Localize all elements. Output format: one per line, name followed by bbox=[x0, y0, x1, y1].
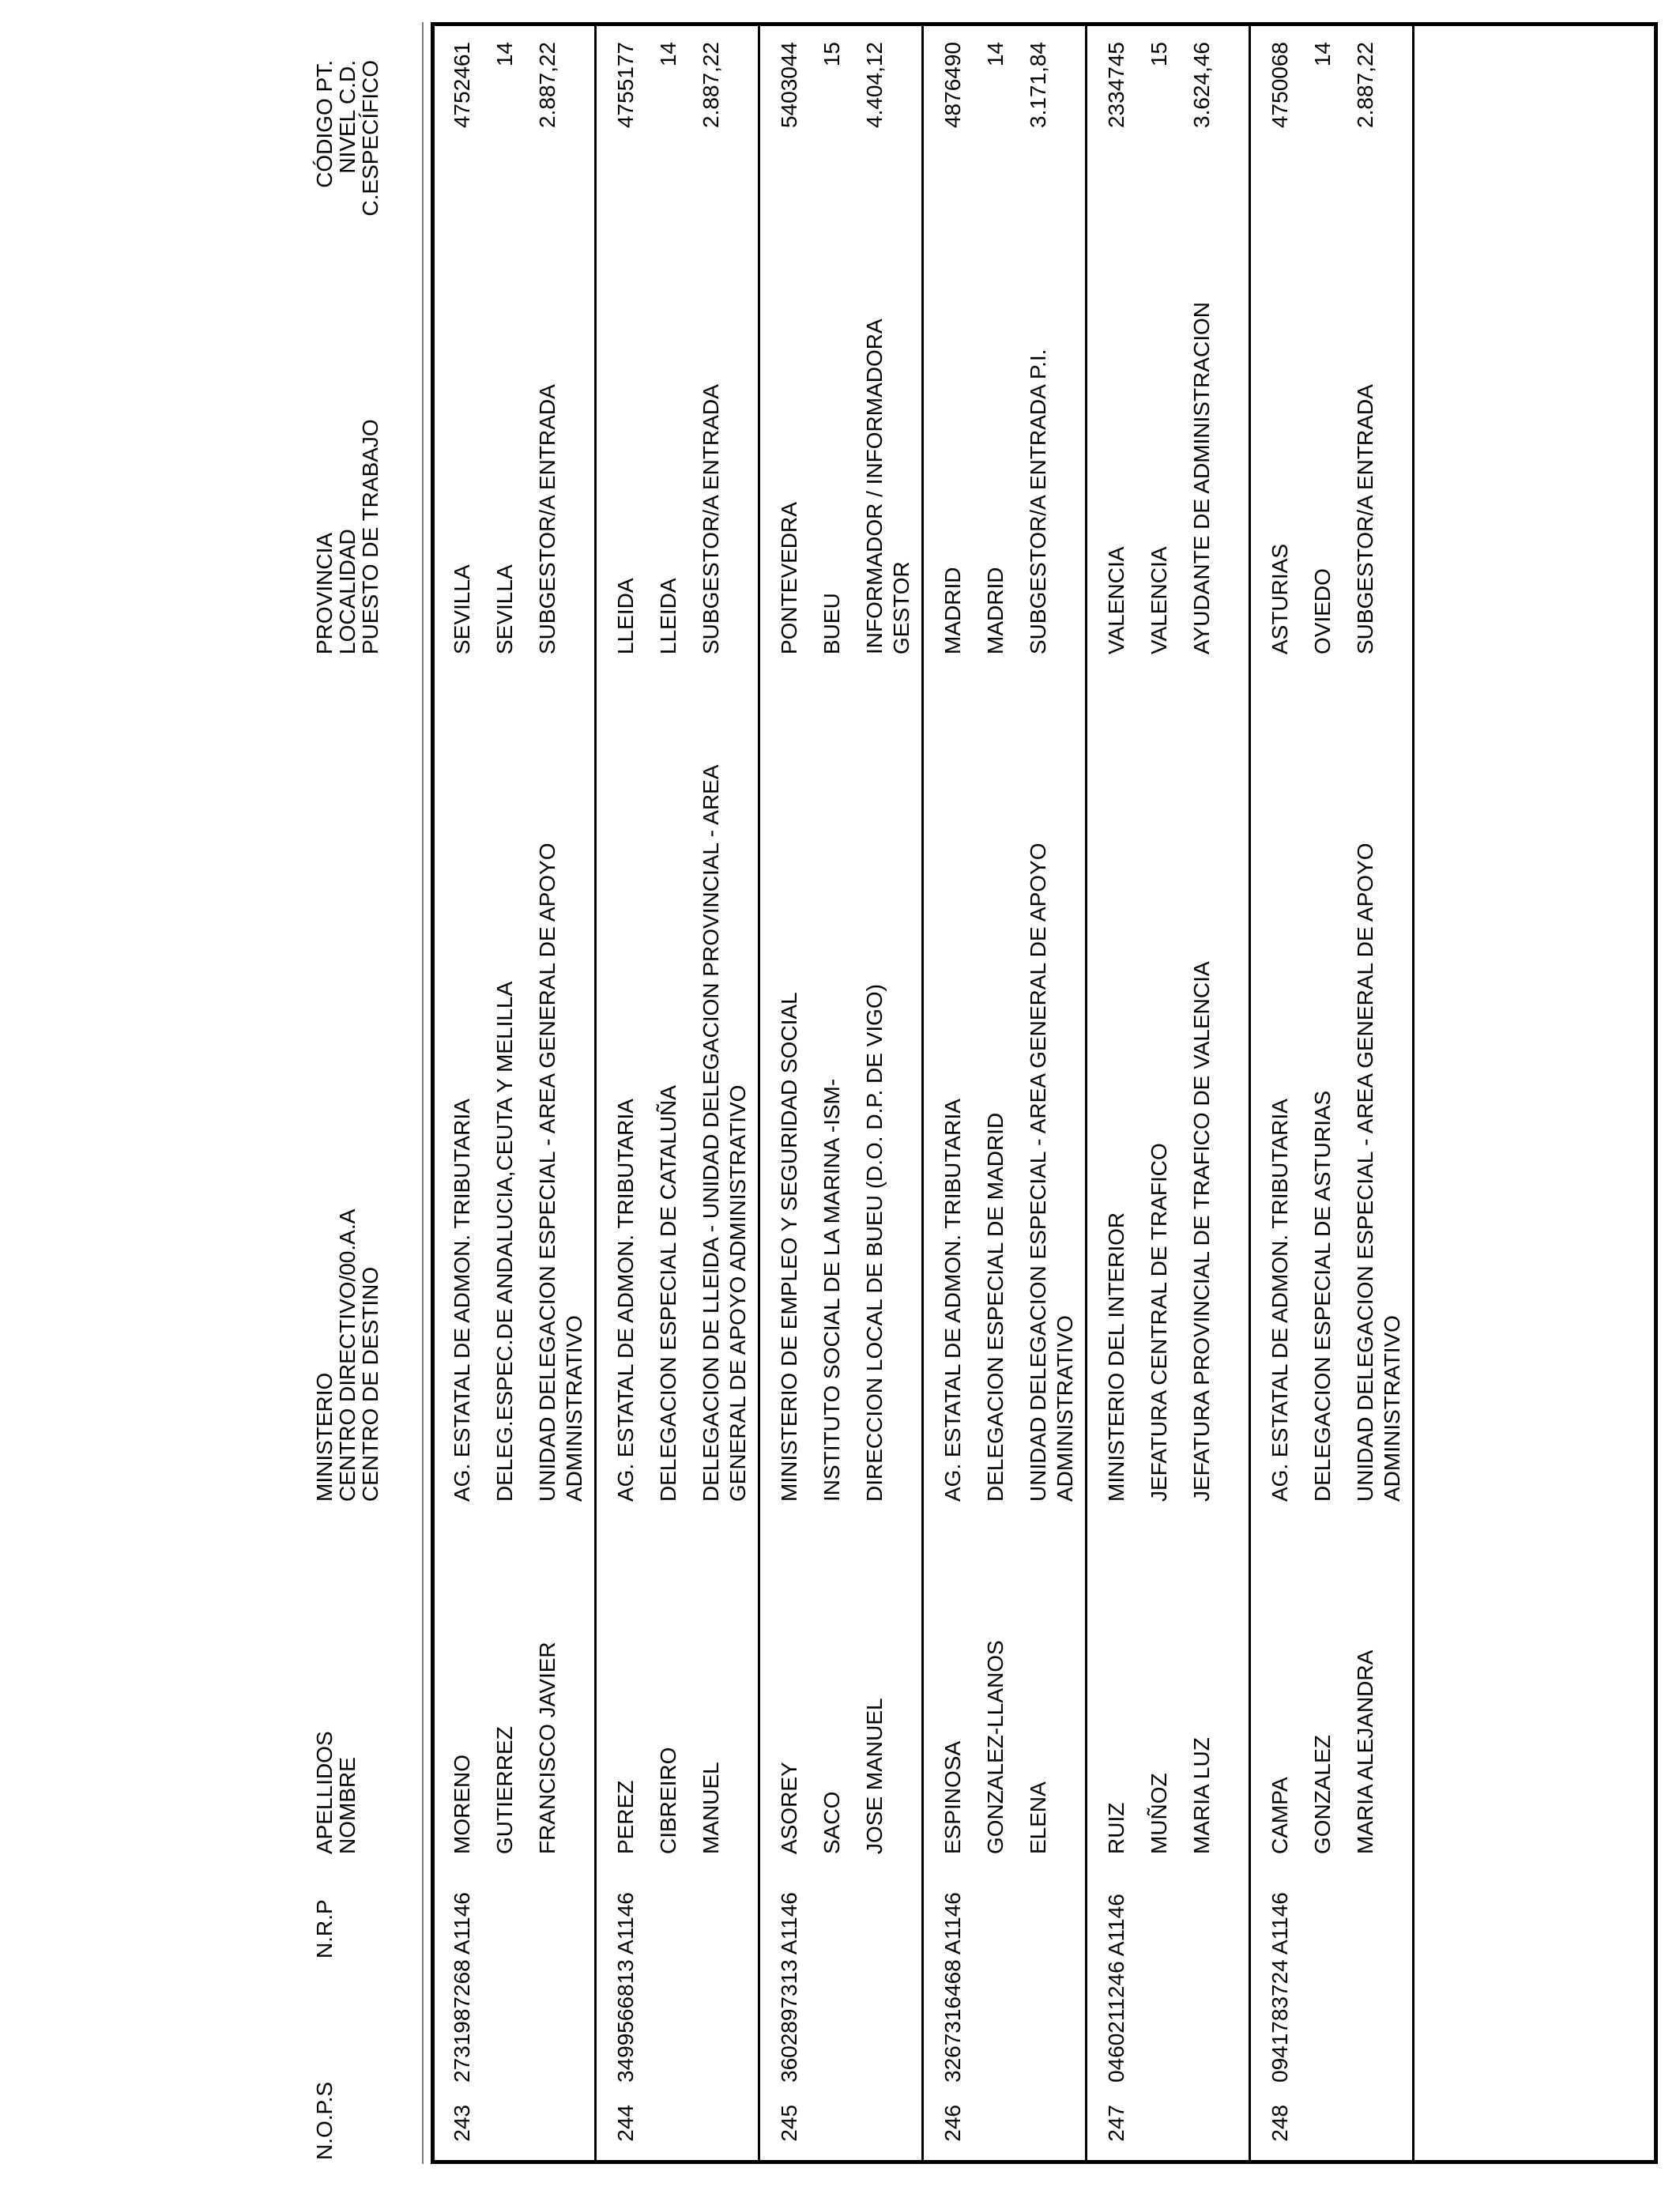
row-nrp: 0941783724 A1146 bbox=[1268, 1892, 1292, 2083]
row-apellido-line: CAMPA bbox=[1268, 1777, 1292, 1854]
table-row bbox=[431, 0, 594, 2194]
table-row bbox=[921, 0, 1085, 2194]
table-row bbox=[1085, 0, 1249, 2194]
row-provincia-line: GESTOR bbox=[889, 561, 913, 654]
row-apellido-line: MUÑOZ bbox=[1147, 1773, 1171, 1854]
row-nops: 247 bbox=[1104, 2105, 1128, 2142]
row-codigo-line: 15 bbox=[819, 42, 844, 67]
row-provincia-line: SEVILLA bbox=[450, 564, 474, 654]
row-codigo-line: 14 bbox=[983, 42, 1008, 67]
row-separator-line bbox=[1412, 22, 1414, 2164]
row-provincia-line: PONTEVEDRA bbox=[777, 502, 801, 654]
row-provincia-line: VALENCIA bbox=[1147, 546, 1171, 654]
row-apellido-line: FRANCISCO JAVIER bbox=[535, 1642, 559, 1854]
row-codigo-line: 4752461 bbox=[450, 42, 474, 129]
header-apellidos-line: NOMBRE bbox=[335, 1757, 360, 1854]
row-provincia-line: MADRID bbox=[940, 567, 965, 654]
row-codigo-line: 4.404,12 bbox=[862, 42, 887, 128]
row-apellido-line: GONZALEZ bbox=[1310, 1735, 1335, 1854]
row-ministerio-line: DELEGACION ESPECIAL DE CATALUÑA bbox=[656, 1085, 680, 1502]
row-codigo-line: 4750068 bbox=[1268, 42, 1292, 129]
row-provincia-line: SUBGESTOR/A ENTRADA bbox=[1353, 384, 1377, 654]
row-nrp: 0460211246 A1146 bbox=[1104, 1894, 1128, 2083]
row-codigo-line: 3.624,46 bbox=[1189, 42, 1214, 128]
row-ministerio-line: UNIDAD DELEGACION ESPECIAL - AREA GENERAL DE APOYO bbox=[1353, 843, 1377, 1502]
row-apellido-line: SACO bbox=[819, 1791, 844, 1854]
row-provincia-line: VALENCIA bbox=[1104, 546, 1128, 654]
row-codigo-line: 15 bbox=[1147, 42, 1171, 67]
row-ministerio-line: AG. ESTATAL DE ADMON. TRIBUTARIA bbox=[1268, 1099, 1292, 1502]
row-ministerio-line: DIRECCION LOCAL DE BUEU (D.O. D.P. DE VIGO) bbox=[862, 983, 887, 1502]
row-apellido-line: ESPINOSA bbox=[940, 1740, 965, 1854]
row-ministerio-line: DELEG.ESPEC.DE ANDALUCIA,CEUTA Y MELILLA bbox=[492, 981, 517, 1502]
header-ministerio-line: MINISTERIO bbox=[312, 1372, 337, 1502]
row-provincia-line: MADRID bbox=[983, 567, 1008, 654]
row-ministerio-line: JEFATURA PROVINCIAL DE TRAFICO DE VALENCIA bbox=[1189, 961, 1214, 1502]
header-apellidos-line: APELLIDOS bbox=[312, 1731, 337, 1854]
row-ministerio-line: GENERAL DE APOYO ADMINISTRATIVO bbox=[725, 1084, 750, 1502]
row-provincia-line: SUBGESTOR/A ENTRADA bbox=[535, 384, 559, 654]
row-ministerio-line: UNIDAD DELEGACION ESPECIAL - AREA GENERAL DE APOYO bbox=[1026, 843, 1050, 1502]
row-nops: 244 bbox=[613, 2105, 638, 2142]
row-provincia-line: LLEIDA bbox=[613, 578, 638, 654]
header-codigo-line: NIVEL C.D. bbox=[335, 60, 360, 174]
row-nops: 245 bbox=[777, 2105, 801, 2142]
header-provincia-line: PROVINCIA bbox=[312, 532, 337, 654]
row-nrp: 2731987268 A1146 bbox=[450, 1892, 474, 2083]
row-ministerio-line: DELEGACION DE LLEIDA - UNIDAD DELEGACION PROVINCIAL - AREA bbox=[699, 764, 723, 1502]
row-apellido-line: ELENA bbox=[1026, 1781, 1050, 1854]
row-nops: 246 bbox=[940, 2105, 965, 2142]
table-row bbox=[1249, 0, 1412, 2194]
row-provincia-line: BUEU bbox=[819, 593, 844, 654]
row-codigo-line: 2.887,22 bbox=[699, 42, 723, 128]
row-codigo-line: 4876490 bbox=[940, 42, 965, 129]
row-apellido-line: GONZALEZ-LLANOS bbox=[983, 1640, 1008, 1854]
row-ministerio-line: UNIDAD DELEGACION ESPECIAL - AREA GENERAL DE APOYO bbox=[535, 843, 559, 1502]
row-codigo-line: 5403044 bbox=[777, 42, 801, 129]
header-provincia-line: LOCALIDAD bbox=[335, 529, 360, 654]
row-ministerio-line: JEFATURA CENTRAL DE TRAFICO bbox=[1147, 1143, 1171, 1502]
header-ministerio-line: CENTRO DIRECTIVO/00.A.A bbox=[335, 1208, 360, 1502]
row-provincia-line: SUBGESTOR/A ENTRADA P.I. bbox=[1026, 349, 1050, 654]
row-provincia-line: AYUDANTE DE ADMINISTRACION bbox=[1189, 302, 1214, 654]
header-codigo-line: CÓDIGO PT. bbox=[312, 60, 337, 188]
row-codigo-line: 2.887,22 bbox=[535, 42, 559, 128]
row-apellido-line: ASOREY bbox=[777, 1762, 801, 1854]
row-provincia-line: ASTURIAS bbox=[1268, 543, 1292, 654]
table-row bbox=[594, 0, 758, 2194]
header-nrp: N.R.P bbox=[312, 1899, 337, 1958]
row-codigo-line: 14 bbox=[1310, 42, 1335, 67]
row-ministerio-line: DELEGACION ESPECIAL DE ASTURIAS bbox=[1310, 1090, 1335, 1502]
row-apellido-line: MARIA ALEJANDRA bbox=[1353, 1649, 1377, 1854]
row-ministerio-line: ADMINISTRATIVO bbox=[562, 1315, 586, 1502]
row-ministerio-line: AG. ESTATAL DE ADMON. TRIBUTARIA bbox=[450, 1099, 474, 1502]
row-apellido-line: MARIA LUZ bbox=[1189, 1737, 1214, 1854]
row-ministerio-line: MINISTERIO DE EMPLEO Y SEGURIDAD SOCIAL bbox=[777, 992, 801, 1502]
row-provincia-line: OVIEDO bbox=[1310, 568, 1335, 654]
row-apellido-line: MORENO bbox=[450, 1755, 474, 1854]
row-nrp: 3499566813 A1146 bbox=[613, 1892, 638, 2083]
row-ministerio-line: AG. ESTATAL DE ADMON. TRIBUTARIA bbox=[613, 1099, 638, 1502]
row-apellido-line: CIBREIRO bbox=[656, 1747, 680, 1854]
row-apellido-line: JOSE MANUEL bbox=[862, 1698, 887, 1854]
row-codigo-line: 2.887,22 bbox=[1353, 42, 1377, 128]
row-codigo-line: 4755177 bbox=[613, 42, 638, 129]
row-ministerio-line: ADMINISTRATIVO bbox=[1380, 1315, 1404, 1502]
row-nrp: 3602897313 A1146 bbox=[777, 1892, 801, 2083]
row-codigo-line: 14 bbox=[656, 42, 680, 67]
header-codigo-line: C.ESPECÍFICO bbox=[358, 60, 382, 217]
row-apellido-line: GUTIERREZ bbox=[492, 1726, 517, 1854]
row-apellido-line: MANUEL bbox=[699, 1762, 723, 1854]
row-ministerio-line: AG. ESTATAL DE ADMON. TRIBUTARIA bbox=[940, 1099, 965, 1502]
row-nops: 248 bbox=[1268, 2105, 1292, 2142]
header-provincia-line: PUESTO DE TRABAJO bbox=[358, 419, 382, 654]
row-ministerio-line: ADMINISTRATIVO bbox=[1053, 1315, 1077, 1502]
row-ministerio-line: INSTITUTO SOCIAL DE LA MARINA -ISM- bbox=[819, 1078, 844, 1502]
row-codigo-line: 14 bbox=[492, 42, 517, 67]
row-nrp: 3267316468 A1146 bbox=[940, 1892, 965, 2083]
row-codigo-line: 2334745 bbox=[1104, 42, 1128, 129]
table-row bbox=[758, 0, 921, 2194]
header-nops: N.O.P.S bbox=[312, 2081, 337, 2160]
row-ministerio-line: MINISTERIO DEL INTERIOR bbox=[1104, 1212, 1128, 1502]
row-ministerio-line: DELEGACION ESPECIAL DE MADRID bbox=[983, 1112, 1008, 1502]
row-apellido-line: PEREZ bbox=[613, 1780, 638, 1854]
row-nops: 243 bbox=[450, 2105, 474, 2142]
row-apellido-line: RUIZ bbox=[1104, 1802, 1128, 1854]
row-provincia-line: SUBGESTOR/A ENTRADA bbox=[699, 384, 723, 654]
row-provincia-line: INFORMADOR / INFORMADORA bbox=[862, 319, 887, 654]
row-provincia-line: SEVILLA bbox=[492, 564, 517, 654]
header-underline bbox=[422, 22, 424, 2164]
header-ministerio-line: CENTRO DE DESTINO bbox=[358, 1266, 382, 1502]
row-provincia-line: LLEIDA bbox=[656, 578, 680, 654]
row-codigo-line: 3.171,84 bbox=[1026, 42, 1050, 128]
